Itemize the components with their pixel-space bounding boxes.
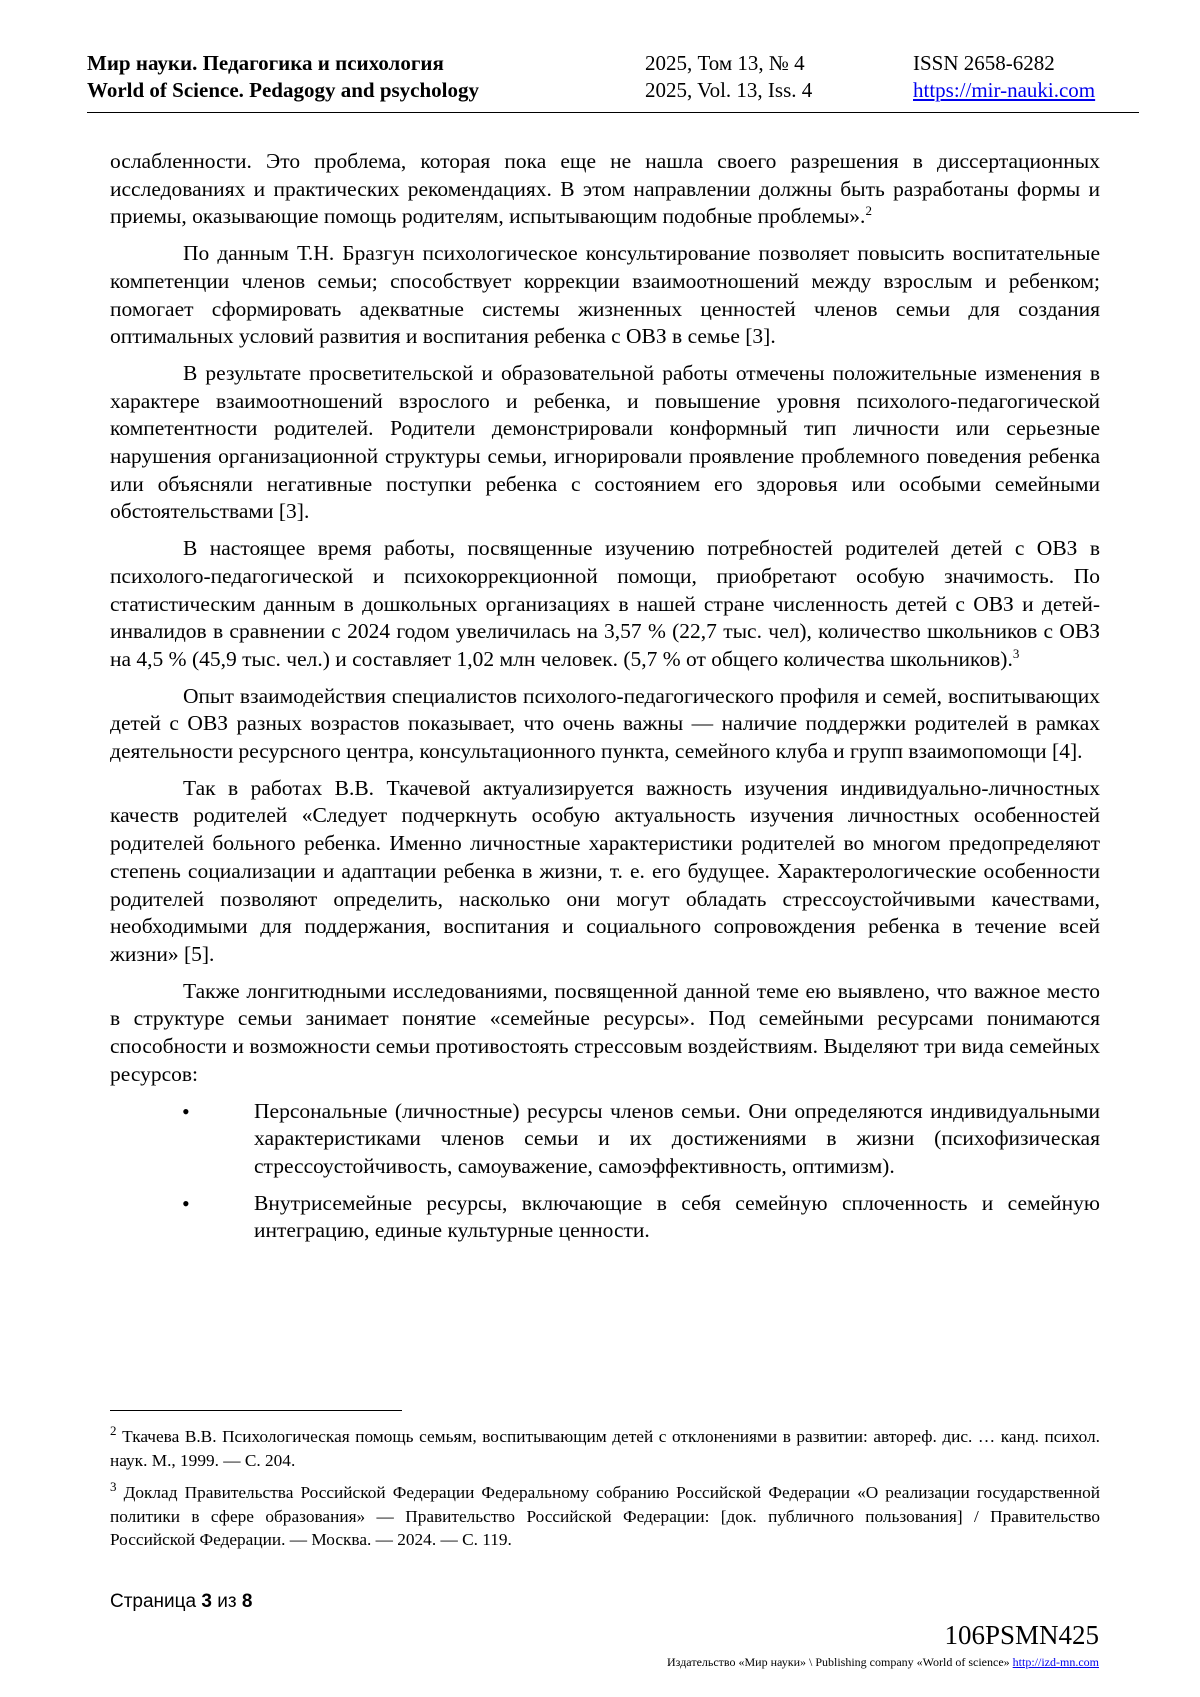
list-item: • Внутрисемейные ресурсы, включающие в себя семейную сплоченность и семейную интеграцию, единые культурные ценности. [182,1190,1100,1243]
article-code: 106PSMN425 [944,1620,1099,1650]
page-number: Страница 3 из 8 [110,1591,253,1612]
paragraph: По данным Т.Н. Бразгун психологическое консультирование позволяет повысить воспитательные компетенции членов семьи; способствует коррекции взаимоотношений между взрослым и ребенком; помогает сформировать адекватные системы жизненных ценностей членов семьи для создания оптимальных условий развития и воспитания ребенка с ОВЗ в семье [3]. [110,241,1100,349]
bullet-icon: • [182,1098,190,1124]
paragraph: ослабленности. Это проблема, которая пока еще не нашла своего разрешения в диссертационных исследованиях и практических рекомендациях. В этом направлении должны быть разработаны формы и приемы, оказывающие помощь родителям, испытывающим подобные проблемы».$^2$ [110,149,1100,229]
journal-link[interactable]: https://mir-nauki.com [913,78,1096,102]
issn-block [913,50,1095,104]
footnote-ref-3[interactable]: 3 [1012,645,1020,661]
issue-info [645,50,812,104]
issn: ISSN 2658-6282 [913,51,1055,75]
publisher-link[interactable]: http://izd-mn.com [1012,1655,1099,1669]
page-header [87,50,1139,113]
paragraph: В результате просветительской и образовательной работы отмечены положительные изменения в характере взаимоотношений взрослого и ребенка, и повышение уровня психолого-педагогической компетентности родителей. Родители демонстрировали конформный тип личности или серьезные нарушения организационной структуры семьи, игнорировали проявление проблемного поведения ребенка или объясняли негативные поступки ребенка с состоянием его здоровья или особыми семейными обстоятельствами [3]. [110,360,1100,524]
paragraph: В настоящее время работы, посвященные изучению потребностей родителей детей с ОВЗ в психолого-педагогической и психокоррекционной помощи, приобретают особую значимость. По статистическим данным в дошкольных организациях в нашей стране численность детей с ОВЗ и детей-инвалидов в сравнении с 2024 годом увеличилась на 3,57 % (22,7 тыс. чел), количество школьников с ОВЗ на 4,5 % (45,9 тыс. чел.) и составляет 1,02 млн человек. (5,7 % от общего количества школьников).$^3$ [110,536,1100,671]
issue-info-ru: 2025, Том 13, № 4 [645,51,805,75]
issue-info-en: 2025, Vol. 13, Iss. 4 [645,78,813,102]
journal-title-ru: Мир науки. Педагогика и психология [87,51,444,75]
bullet-icon: • [182,1190,190,1216]
article-body [110,148,1100,1254]
list-item: • Персональные (личностные) ресурсы членов семьи. Они определяются индивидуальными характеристиками членов семьи и их достижениями в жизни (психофизическая стрессоустойчивость, самоуважение, самоэффективность, оптимизм). [182,1098,1100,1178]
resources-list [110,1098,1100,1246]
footnote: $^3$ Доклад Правительства Российской Федерации Федеральному собранию Российской Федерации «О реализации государственной политики в сфере образования» — Правительство Российской Федерации: [док. публичного пользования] / Правительство Российской Федерации. — Москва. — 2024. — С. 119. [110,1479,1100,1549]
footnote: $^2$ Ткачева В.В. Психологическая помощь семьям, воспитывающим детей с отклонениями в развитии: автореф. дис. … канд. психол. наук. М., 1999. — С. 204. [110,1423,1100,1470]
footnote-divider [110,1410,402,1411]
journal-title [87,50,479,104]
paragraph: Так в работах В.В. Ткачевой актуализируется важность изучения индивидуально-личностных качеств родителей «Следует подчеркнуть особую актуальность изучения личностных особенностей родителей больного ребенка. Именно личностные характеристики родителей во многом предопределяют степень социализации и адаптации ребенка в жизни, т. е. его будущее. Характерологические особенности родителей позволяют определить, насколько они могут обладать стрессоустойчивыми качествами, необходимыми для поддержания, воспитания и социального сопровождения ребенка в течение всей жизни» [5]. [110,775,1100,966]
journal-title-en: World of Science. Pedagogy and psychology [87,78,480,102]
publisher-line: Издательство «Мир науки» \ Publishing company «World of science» http://izd-mn.com [667,1655,1099,1669]
footnotes [110,1425,1100,1561]
paragraph: Также лонгитюдными исследованиями, посвященной данной теме ею выявлено, что важное место в структуре семьи занимает понятие «семейные ресурсы». Под семейными ресурсами понимаются способности и возможности семьи противостоять стрессовым воздействиям. Выделяют три вида семейных ресурсов: [110,978,1100,1086]
paragraph: Опыт взаимодействия специалистов психолого-педагогического профиля и семей, воспитывающих детей с ОВЗ разных возрастов показывает, что очень важны — наличие поддержки родителей в рамках деятельности ресурсного центра, консультационного пункта, семейного клуба и групп взаимопомощи [4]. [110,683,1100,764]
footnote-ref-2[interactable]: 2 [865,203,872,219]
